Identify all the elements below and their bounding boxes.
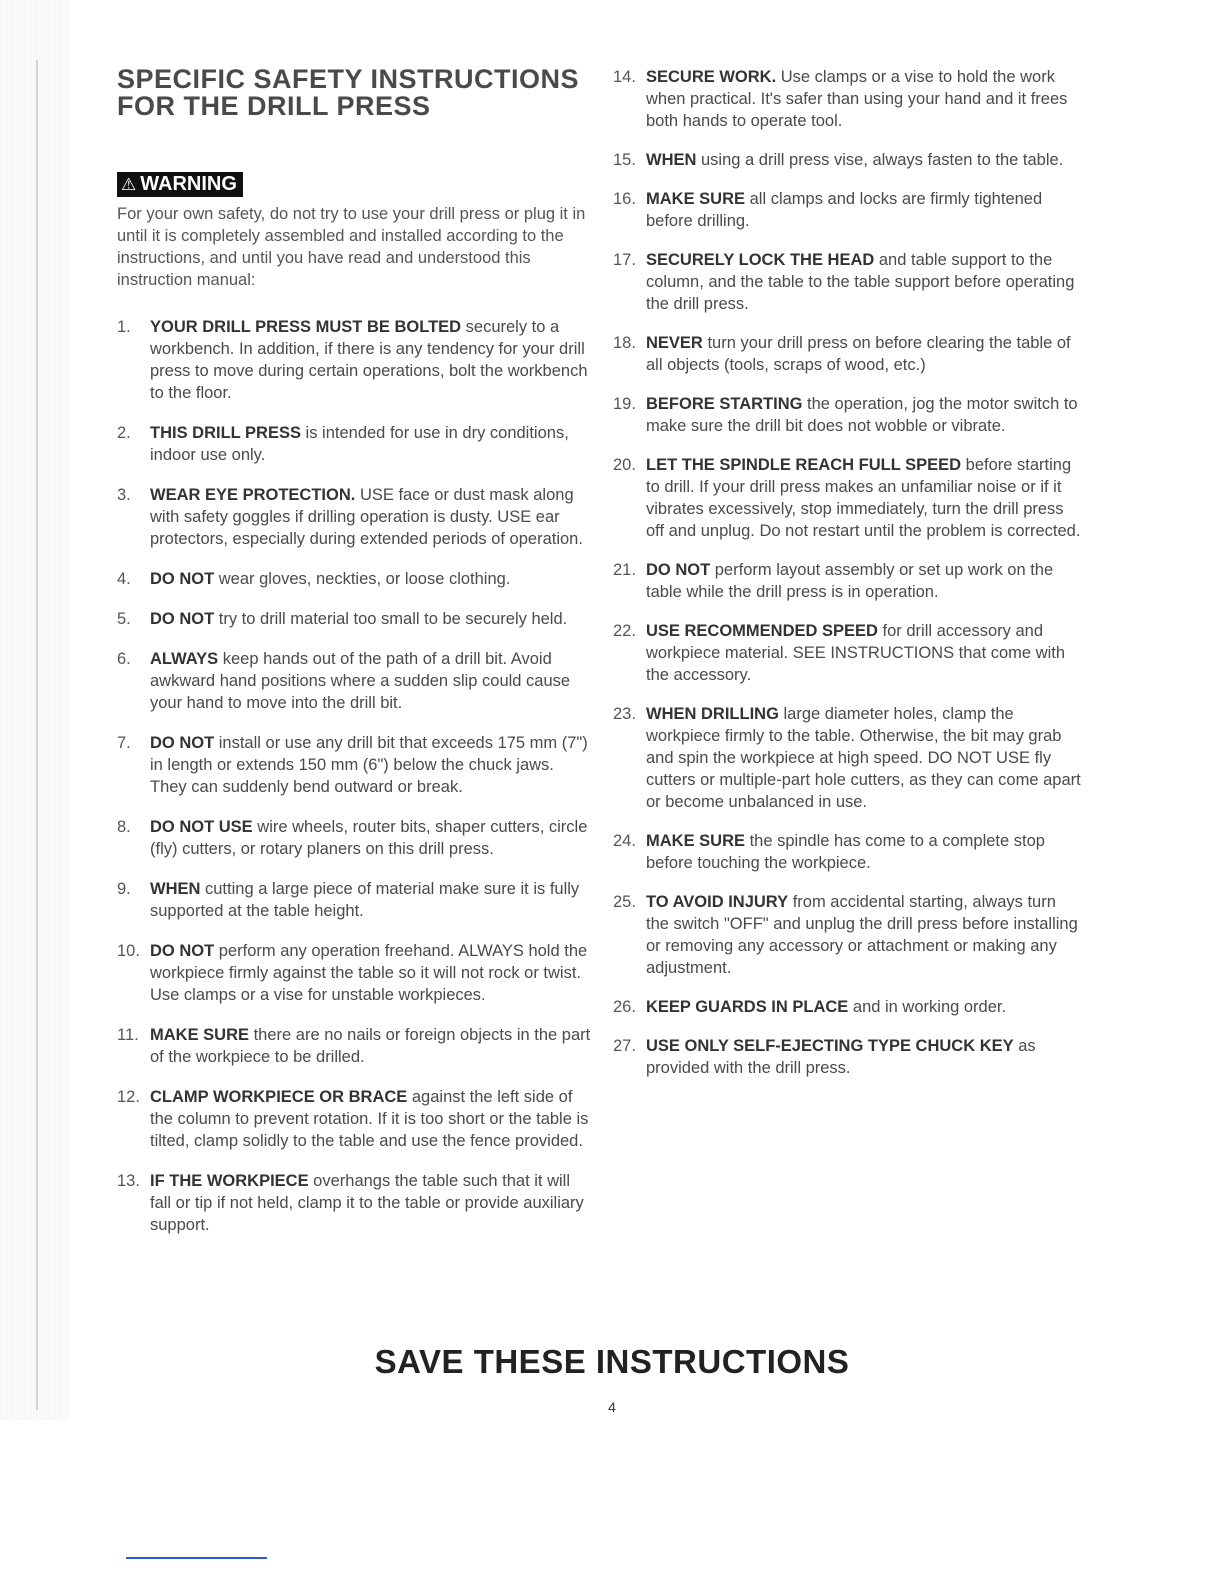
instruction-item [613,620,1083,686]
item-lead-text: WHEN [646,151,697,169]
page-title [117,66,592,120]
item-body-text: install or use any drill bit that exceeds 175 mm (7") in length or extends 150 mm (6") below the chuck jaws. They can suddenly bend outward or break. [150,734,588,796]
item-lead-text: USE RECOMMENDED SPEED [646,622,878,640]
item-body-text: try to drill material too small to be securely held. [214,610,568,628]
instruction-item [117,316,592,404]
item-body-text: wear gloves, neckties, or loose clothing. [214,570,511,588]
item-number: 14. [613,68,636,86]
instruction-item [117,1086,592,1152]
item-body-text: cutting a large piece of material make sure it is fully supported at the table height. [150,880,580,920]
item-number: 4. [117,570,131,588]
item-body-text: all clamps and locks are firmly tightened before drilling. [646,190,1043,230]
item-number: 10. [117,942,140,960]
item-body-text: keep hands out of the path of a drill bit. Avoid awkward hand positions where a sudden slip could cause your hand to move into the drill bit. [150,650,571,712]
item-body-text: is intended for use in dry conditions, indoor use only. [150,424,569,464]
item-number: 13. [117,1172,140,1190]
warning-triangle-icon: ⚠ [121,175,137,194]
title-line-1: SPECIFIC SAFETY INSTRUCTIONS [117,64,580,94]
item-lead-text: SECURE WORK. [646,68,777,86]
item-lead-text: DO NOT [646,561,711,579]
page-number: 4 [608,1399,616,1415]
item-lead-text: MAKE SURE [646,190,746,208]
item-number: 1. [117,318,131,336]
item-body-text: USE face or dust mask along with safety goggles if drilling operation is dusty. USE ear protectors, especially during extended periods of operation. [150,486,583,548]
item-body-text: turn your drill press on before clearing the table of all objects (tools, scraps of wood, etc.) [646,334,1071,374]
item-number: 25. [613,893,636,911]
item-lead-text: WEAR EYE PROTECTION. [150,486,356,504]
left-column [117,66,592,1236]
instruction-item [117,878,592,922]
item-body-text: the operation, jog the motor switch to make sure the drill bit does not wobble or vibrate. [646,395,1078,435]
item-number: 16. [613,190,636,208]
warning-badge [117,172,243,197]
instruction-item [613,830,1083,874]
warning-label: WARNING [140,173,237,195]
item-lead-text: DO NOT [150,942,215,960]
item-number: 2. [117,424,131,442]
item-lead-text: TO AVOID INJURY [646,893,789,911]
intro-paragraph: For your own safety, do not try to use your drill press or plug it in until it is completely assembled and installed according to the instructions, and until you have read and understood this instruction manual: [117,205,586,289]
item-body-text: perform layout assembly or set up work on the table while the drill press is in operation. [646,561,1054,601]
item-body-text: against the left side of the column to prevent rotation. If it is too short or the table is tilted, clamp solidly to the table and use the fence provided. [150,1088,589,1150]
item-lead-text: THIS DRILL PRESS [150,424,301,442]
item-number: 7. [117,734,131,752]
item-lead-text: WHEN [150,880,201,898]
item-number: 3. [117,486,131,504]
item-lead-text: NEVER [646,334,703,352]
instruction-item [117,648,592,714]
instruction-item [613,66,1083,132]
instruction-item [117,1170,592,1236]
instruction-item [117,1024,592,1068]
instruction-item [117,608,592,630]
item-lead-text: BEFORE STARTING [646,395,803,413]
instruction-item [613,1035,1083,1079]
right-instruction-list [613,66,1083,1079]
item-number: 18. [613,334,636,352]
item-lead-text: SECURELY LOCK THE HEAD [646,251,875,269]
instruction-item [117,940,592,1006]
item-body-text: large diameter holes, clamp the workpiece firmly to the table. Otherwise, the bit may grab and spin the workpiece at high speed. DO NOT USE fly cutters or multiple-part hole cutters, as they can come apart or become unbalanced in use. [646,705,1081,811]
item-body-text: Use clamps or a vise to hold the work when practical. It's safer than using your hand and it frees both hands to operate tool. [646,68,1068,130]
item-body-text: before starting to drill. If your drill press makes an unfamiliar noise or if it vibrates excessively, stop immediately, turn the drill press off and unplug. Do not restart until the problem is corrected. [646,456,1081,540]
instruction-item [117,816,592,860]
item-lead-text: MAKE SURE [646,832,746,850]
item-number: 11. [117,1026,139,1044]
instruction-item [117,568,592,590]
item-body-text: securely to a workbench. In addition, if there is any tendency for your drill press to move during certain operations, bolt the workbench to the floor. [150,318,588,402]
item-lead-text: MAKE SURE [150,1026,250,1044]
scan-edge-line [36,60,38,1410]
item-body-text: for drill accessory and workpiece material. SEE INSTRUCTIONS that come with the accessory. [646,622,1066,684]
item-lead-text: DO NOT [150,734,215,752]
item-body-text: the spindle has come to a complete stop before touching the workpiece. [646,832,1045,872]
item-body-text: using a drill press vise, always fasten to the table. [696,151,1064,169]
item-number: 9. [117,880,131,898]
item-lead-text: DO NOT [150,570,215,588]
item-lead-text: DO NOT USE [150,818,253,836]
item-lead-text: CLAMP WORKPIECE OR BRACE [150,1088,408,1106]
instruction-item [613,249,1083,315]
item-body-text: from accidental starting, always turn the switch "OFF" and unplug the drill press before installing or removing any accessory or attachment or making any adjustment. [646,893,1078,977]
item-body-text: overhangs the table such that it will fall or tip if not held, clamp it to the table or provide auxiliary support. [150,1172,584,1234]
instruction-item [613,393,1083,437]
item-number: 17. [613,251,636,269]
item-lead-text: ALWAYS [150,650,219,668]
item-body-text: and table support to the column, and the table to the table support before operating the drill press. [646,251,1075,313]
item-number: 24. [613,832,636,850]
item-lead-text: KEEP GUARDS IN PLACE [646,998,849,1016]
item-lead-text: YOUR DRILL PRESS MUST BE BOLTED [150,318,462,336]
left-instruction-list [117,316,592,1236]
item-number: 15. [613,151,636,169]
item-lead-text: IF THE WORKPIECE [150,1172,309,1190]
instruction-item [613,188,1083,232]
item-number: 23. [613,705,636,723]
item-number: 26. [613,998,636,1016]
item-lead-text: WHEN DRILLING [646,705,779,723]
instruction-item [613,559,1083,603]
instruction-item [613,149,1083,171]
item-number: 5. [117,610,131,628]
instruction-item [117,484,592,550]
item-number: 8. [117,818,131,836]
instruction-item [117,422,592,466]
title-line-2: FOR THE DRILL PRESS [117,91,431,121]
item-body-text: wire wheels, router bits, shaper cutters, circle (fly) cutters, or rotary planers on this drill press. [150,818,588,858]
item-body-text: there are no nails or foreign objects in the part of the workpiece to be drilled. [150,1026,591,1066]
blue-underline-mark [126,1557,267,1559]
item-number: 27. [613,1037,636,1055]
item-number: 22. [613,622,636,640]
item-lead-text: USE ONLY SELF-EJECTING TYPE CHUCK KEY [646,1037,1014,1055]
item-lead-text: DO NOT [150,610,215,628]
item-body-text: perform any operation freehand. ALWAYS hold the workpiece firmly against the table so it will not rock or twist. Use clamps or a vise for unstable workpieces. [150,942,588,1004]
item-body-text: and in working order. [848,998,1007,1016]
item-number: 12. [117,1088,140,1106]
instruction-item [117,732,592,798]
item-lead-text: LET THE SPINDLE REACH FULL SPEED [646,456,962,474]
instruction-item [613,891,1083,979]
scan-edge-shadow [0,0,70,1420]
right-column [613,66,1083,1079]
item-number: 20. [613,456,636,474]
item-body-text: as provided with the drill press. [646,1037,1036,1077]
instruction-item [613,454,1083,542]
item-number: 19. [613,395,636,413]
instruction-item [613,703,1083,813]
instruction-item [613,996,1083,1018]
instruction-item [613,332,1083,376]
item-number: 21. [613,561,636,579]
save-instructions-heading: SAVE THESE INSTRUCTIONS [374,1343,850,1380]
item-number: 6. [117,650,131,668]
